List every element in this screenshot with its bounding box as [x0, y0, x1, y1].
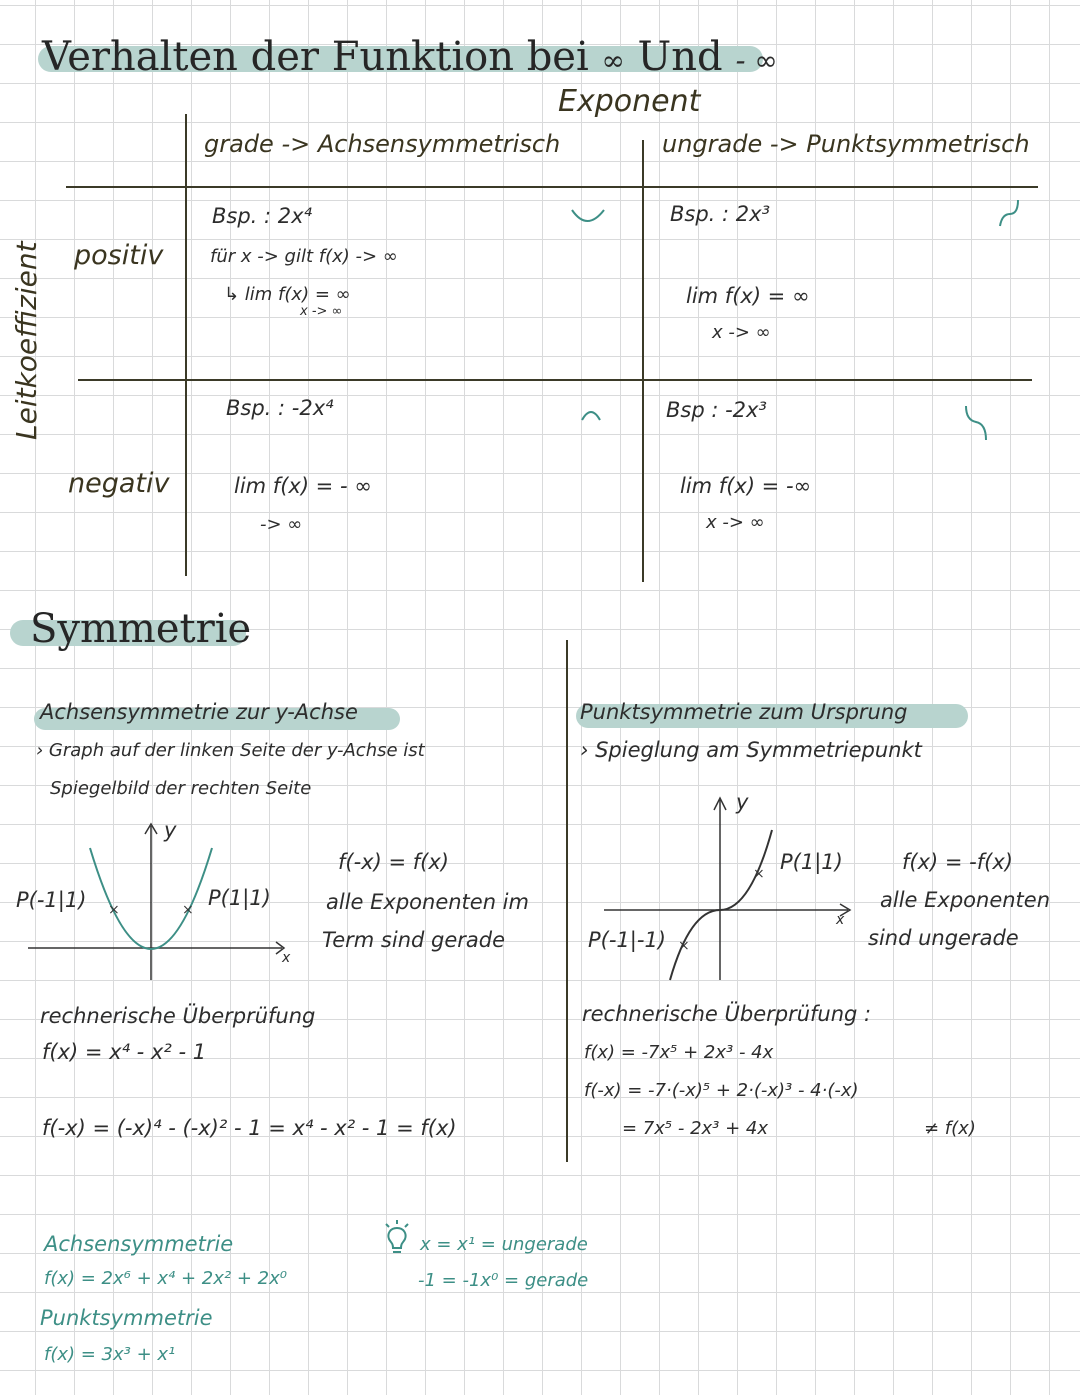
cell-pos-even-limit: ↳ lim f(x) = ∞ — [224, 284, 351, 305]
tip-line-1: x = x¹ = ungerade — [420, 1234, 588, 1255]
left-axis-y-label: y — [164, 818, 177, 842]
table-vline-middle — [642, 140, 644, 582]
cell-pos-even-example: Bsp. : 2x⁴ — [212, 204, 312, 228]
title-main: Verhalten der Funktion bei — [42, 34, 589, 80]
cell-pos-odd-example: Bsp. : 2x³ — [670, 202, 770, 226]
cell-neg-even-limit: lim f(x) = - ∞ — [234, 474, 372, 498]
right-check-calc-1: f(-x) = -7·(-x)⁵ + 2·(-x)³ - 4·(-x) — [584, 1080, 859, 1101]
left-description-2: Spiegelbild der rechten Seite — [50, 778, 312, 799]
parabola-up-icon — [570, 206, 610, 226]
cell-neg-odd-example: Bsp : -2x³ — [666, 398, 767, 422]
note-achs-function-text: f(x) = 2x⁶ + x⁴ + 2x² + 2x⁰ — [44, 1268, 287, 1289]
table-hline-header — [66, 186, 1038, 188]
point-bottom-marker: × — [678, 938, 690, 954]
section2-title: Symmetrie — [30, 606, 252, 652]
right-point-pos: P(1|1) — [780, 850, 843, 874]
parabola-down-icon — [578, 404, 608, 424]
point-left-marker: × — [108, 902, 120, 918]
column-header-even: grade -> Achsensymmetrisch — [204, 130, 561, 158]
point-top-marker: × — [753, 866, 765, 882]
title-neg-infinity: - ∞ — [735, 44, 778, 77]
note-punkt-function: f(x) = 3x³ + x¹ — [44, 1344, 176, 1365]
left-rule-text-2: Term sind gerade — [322, 928, 506, 952]
tip-line-2: -1 = -1x⁰ = gerade — [418, 1270, 589, 1291]
cell-neg-odd-limit: lim f(x) = -∞ — [680, 474, 812, 498]
table-hline-middle — [78, 379, 1032, 381]
cubic-falling-icon — [960, 402, 994, 442]
cell-neg-even-limit-sub: -> ∞ — [260, 514, 303, 535]
section1-title — [42, 34, 778, 80]
cubic-graph — [600, 790, 870, 990]
row-header-negative: negativ — [68, 468, 170, 499]
infinity-symbol: ∞ — [601, 44, 625, 77]
lightbulb-icon — [382, 1220, 412, 1256]
right-check-calc-2: = 7x⁵ - 2x³ + 4x — [622, 1118, 769, 1139]
left-check-label: rechnerische Überprüfung — [40, 1004, 316, 1028]
cell-neg-odd-limit-sub: x -> ∞ — [706, 512, 765, 533]
right-rule-formula: f(x) = -f(x) — [902, 850, 1013, 874]
row-header-positive: positiv — [74, 240, 164, 271]
left-point-neg: P(-1|1) — [16, 888, 87, 912]
left-rule-text-1: alle Exponenten im — [326, 890, 529, 914]
right-check-result: ≠ f(x) — [924, 1118, 976, 1139]
note-achs-function — [44, 1268, 287, 1289]
note-punkt-label: Punktsymmetrie — [40, 1306, 213, 1330]
right-description-1: › Spieglung am Symmetriepunkt — [580, 738, 922, 762]
note-achs-label: Achsensymmetrie — [44, 1232, 234, 1256]
exponent-label: Exponent — [558, 84, 701, 119]
cell-pos-even-rule: für x -> gilt f(x) -> ∞ — [210, 246, 398, 267]
point-right-marker: × — [182, 902, 194, 918]
right-rule-text-2: sind ungerade — [868, 926, 1019, 950]
title-und: Und — [637, 34, 723, 80]
symmetrie-divider — [566, 640, 568, 1162]
right-point-neg: P(-1|-1) — [588, 928, 667, 952]
cell-neg-even-example: Bsp. : -2x⁴ — [226, 396, 334, 420]
right-axis-x-label: x — [836, 912, 845, 928]
left-heading: Achsensymmetrie zur y-Achse — [40, 700, 358, 724]
right-heading: Punktsymmetrie zum Ursprung — [580, 700, 908, 724]
cell-pos-odd-limit: lim f(x) = ∞ — [686, 284, 810, 308]
left-check-calculation: f(-x) = (-x)⁴ - (-x)² - 1 = x⁴ - x² - 1 = f(x) — [42, 1116, 457, 1140]
cubic-rising-icon — [996, 196, 1026, 232]
cell-pos-even-limit-sub: x -> ∞ — [300, 304, 343, 319]
cell-pos-odd-limit-sub: x -> ∞ — [712, 322, 771, 343]
left-description-1: › Graph auf der linken Seite der y-Achse ist — [36, 740, 425, 761]
left-point-pos: P(1|1) — [208, 886, 271, 910]
right-rule-text-1: alle Exponenten — [880, 888, 1051, 912]
right-check-label: rechnerische Überprüfung : — [582, 1002, 872, 1026]
cubic-curve — [670, 830, 772, 980]
left-rule-formula: f(-x) = f(x) — [338, 850, 449, 874]
table-vline-left — [185, 114, 187, 576]
column-header-odd: ungrade -> Punktsymmetrisch — [662, 130, 1030, 158]
right-check-function: f(x) = -7x⁵ + 2x³ - 4x — [584, 1042, 774, 1063]
right-axis-y-label: y — [736, 790, 749, 814]
left-axis-x-label: x — [282, 950, 291, 966]
left-check-function: f(x) = x⁴ - x² - 1 — [42, 1040, 207, 1064]
leitkoeffizient-label: Leitkoeffizient — [10, 241, 43, 440]
